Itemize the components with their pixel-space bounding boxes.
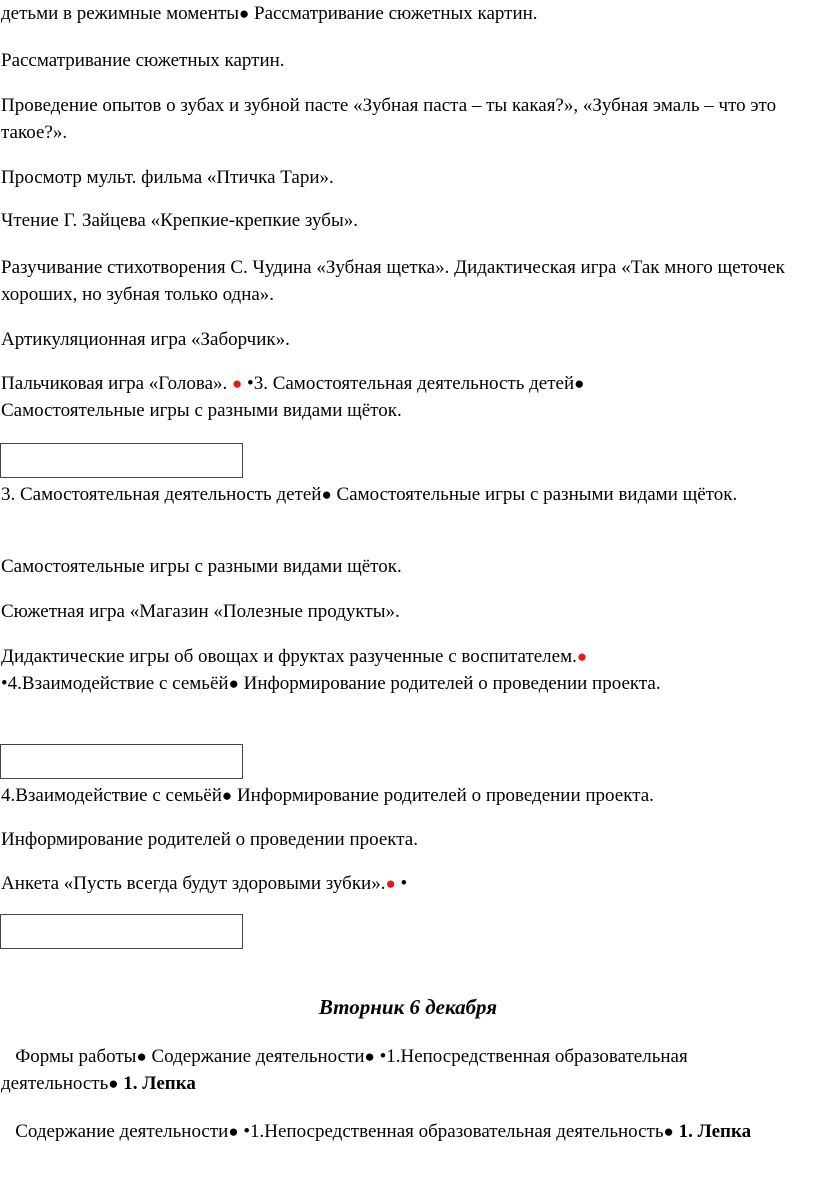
text: Информирование родителей о проведении проекта.	[232, 785, 654, 806]
bullet-icon: ●	[238, 4, 250, 23]
small-bullet-icon: •	[247, 373, 254, 394]
text: 1.Непосредственная образовательная деятельность	[250, 1121, 664, 1142]
paragraph-3: Проведение опытов о зубах и зубной пасте «Зубная паста – ты какая?», «Зубная эмаль – что это такое?».	[1, 95, 777, 143]
red-bullet-icon: ●	[232, 374, 243, 393]
text: детьми в режимные моменты	[1, 3, 239, 24]
paragraph-9	[1, 481, 813, 508]
bullet-icon: ●	[321, 485, 332, 504]
empty-table-cell	[0, 744, 243, 779]
paragraph-7: Артикуляционная игра «Заборчик».	[1, 329, 290, 350]
text: Содержание деятельности	[1, 1121, 229, 1142]
red-bullet-icon: ●	[385, 874, 396, 893]
text: Анкета «Пусть всегда будут здоровыми зубки».	[1, 873, 386, 894]
bold-text: 1. Лепка	[678, 1121, 752, 1142]
bullet-icon: ●	[136, 1047, 147, 1066]
text: Формы работы	[1, 1046, 137, 1067]
text: Самостоятельные игры с разными видами щёток.	[331, 484, 738, 505]
bullet-icon: ●	[364, 1047, 375, 1066]
paragraph-13	[1, 782, 813, 809]
bullet-icon: ●	[574, 374, 585, 393]
paragraph-15	[1, 870, 813, 897]
bullet-icon: ●	[228, 1122, 239, 1141]
paragraph-12	[1, 643, 726, 697]
text: Дидактические игры об овощах и фруктах разученные с воспитателем.	[1, 646, 577, 667]
text: Самостоятельные игры с разными видами щёток.	[1, 400, 402, 421]
paragraph-14: Информирование родителей о проведении проекта.	[1, 829, 418, 850]
bullet-icon: ●	[663, 1122, 674, 1141]
text: Содержание деятельности	[146, 1046, 365, 1067]
paragraph-5: Чтение Г. Зайцева «Крепкие-крепкие зубы».	[1, 210, 358, 231]
small-bullet-icon: •	[1, 673, 8, 694]
text: Рассматривание сюжетных картин.	[249, 3, 538, 24]
empty-table-cell	[0, 914, 243, 949]
text: 3. Самостоятельная деятельность детей	[1, 484, 322, 505]
empty-table-cell	[0, 443, 243, 478]
text: 1.Непосредственная образовательная деятельность	[1, 1046, 688, 1094]
paragraph-16	[1, 1043, 809, 1097]
small-bullet-icon: •	[379, 1046, 387, 1067]
bold-text: 1. Лепка	[123, 1073, 196, 1094]
bullet-icon: ●	[108, 1074, 119, 1093]
paragraph-1	[1, 0, 813, 27]
paragraph-8	[1, 370, 641, 424]
text: Пальчиковая игра «Голова».	[1, 373, 232, 394]
text: 4.Взаимодействие с семьёй	[1, 785, 222, 806]
paragraph-17	[1, 1118, 809, 1145]
bullet-icon: ●	[228, 674, 239, 693]
day-heading: Вторник 6 декабря	[318, 995, 498, 1019]
bullet-icon: ●	[221, 786, 233, 805]
paragraph-10: Самостоятельные игры с разными видами щёток.	[1, 556, 402, 577]
paragraph-2: Рассматривание сюжетных картин.	[1, 50, 285, 71]
small-bullet-icon: •	[400, 873, 408, 894]
paragraph-11: Сюжетная игра «Магазин «Полезные продукты».	[1, 601, 400, 622]
small-bullet-icon: •	[243, 1121, 251, 1142]
text: 3. Самостоятельная деятельность детей	[253, 373, 575, 394]
text: Информирование родителей о проведении проекта.	[238, 673, 661, 694]
text: 4.Взаимодействие с семьёй	[7, 673, 229, 694]
paragraph-6: Разучивание стихотворения С. Чудина «Зубная щетка». Дидактическая игра «Так много щеточек хороших, но зубная только одна».	[1, 257, 785, 305]
paragraph-4: Просмотр мульт. фильма «Птичка Тари».	[1, 167, 334, 188]
red-bullet-icon: ●	[576, 647, 588, 666]
